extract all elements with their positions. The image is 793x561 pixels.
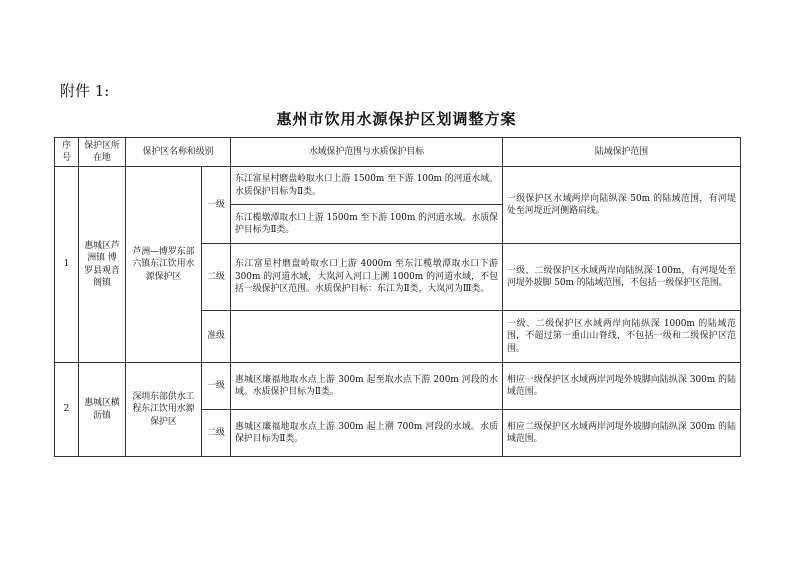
group-1-level-2-land: 一级、二级保护区水域两岸向陆纵深 100m，有河堤处至河堤外坡脚 50m 的陆域范围，不包括一级保护区范围。 [503, 244, 741, 311]
group-1-level-1-land: 一级保护区水域两岸向陆纵深 50m 的陆域范围，有河堤处至河堤近河侧路肩线。 [503, 167, 741, 244]
table-header-row [55, 138, 741, 167]
header-water-scope: 水域保护范围与水质保护目标 [231, 138, 503, 167]
group-1-level-prep-land: 一级、二级保护区水域两岸向陆纵深 1000m 的陆域范围，不超过第一重山山脊线，不包括一级和二级保护区范围。 [503, 311, 741, 363]
header-location: 保护区所在地 [79, 138, 126, 167]
document-title: 惠州市饮用水源保护区划调整方案 [276, 110, 517, 128]
group-2-level-1-water: 惠城区廉福地取水点上游 300m 起至取水点下游 200m 河段的水域。水质保护目标为Ⅱ类。 [231, 363, 503, 410]
attachment-label: 附件 1: [60, 82, 110, 100]
group-1-level-1: 一级 [202, 167, 231, 244]
group-2-level-1-land: 相应一级保护区水域两岸河堤外坡脚向陆纵深 300m 的陆域范围。 [503, 363, 741, 410]
group-1-seq: 1 [55, 167, 79, 363]
protection-zone-table [54, 137, 741, 457]
group-1-level-2-water: 东江富星村磨盘岭取水口上游 4000m 至东江榄墩潭取水口下游 300m 的河道水域，大岚河入河口上溯 1000m 的河道水域，不包括一级保护区范围。水质保护目标：东江为Ⅱ类，大岚河为Ⅲ类。 [231, 244, 503, 311]
group-1-level-prep-water [231, 311, 503, 363]
group-1-level-1-water-b: 东江榄墩潭取水口上游 1500m 至下游 100m 的河道水域。水质保护目标为Ⅱ类。 [231, 205, 503, 244]
group-1-name: 芦洲—博罗东部六镇东江饮用水源保护区 [126, 167, 202, 363]
group-1-level-1-water-a: 东江富星村磨盘岭取水口上游 1500m 至下游 100m 的河道水域。水质保护目标为Ⅱ类。 [231, 167, 503, 205]
header-seq: 序号 [55, 138, 79, 167]
group-2-level-2-water: 惠城区廉福地取水点上游 300m 起上溯 700m 河段的水域。水质保护目标为Ⅱ类。 [231, 410, 503, 457]
table-row [55, 363, 741, 410]
group-2-location: 惠城区横沥镇 [79, 363, 126, 457]
group-1-location: 惠城区芦洲镇 博罗县观音阁镇 [79, 167, 126, 363]
group-2-level-2-land: 相应二级保护区水域两岸河堤外坡脚向陆纵深 300m 的陆域范围。 [503, 410, 741, 457]
group-2-seq: 2 [55, 363, 79, 457]
group-2-level-1: 一级 [202, 363, 231, 410]
header-name-level: 保护区名称和级别 [126, 138, 231, 167]
header-land-scope: 陆域保护范围 [503, 138, 741, 167]
table-row [55, 167, 741, 205]
group-1-level-prep: 准级 [202, 311, 231, 363]
group-2-name: 深圳东部供水工程东江饮用水源保护区 [126, 363, 202, 457]
group-2-level-2: 二级 [202, 410, 231, 457]
group-1-level-2: 二级 [202, 244, 231, 311]
